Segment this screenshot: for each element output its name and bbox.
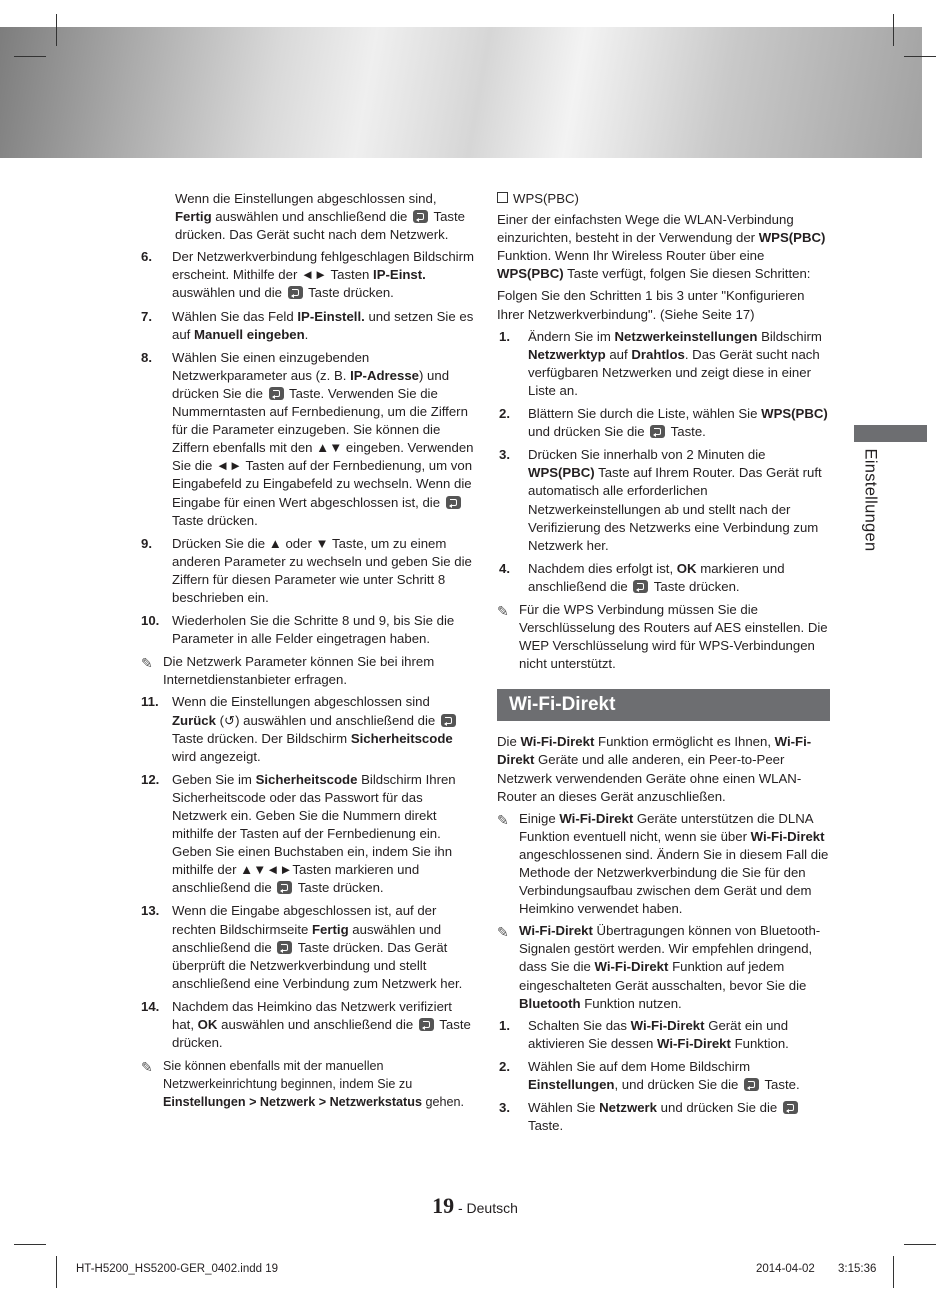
footer-file: HT-H5200_HS5200-GER_0402.indd 19 (76, 1263, 279, 1275)
step-text (519, 602, 828, 671)
wifi-step-list (497, 810, 830, 1136)
step-item (141, 535, 476, 607)
step-item (141, 349, 476, 530)
pencil-note-icon: ✎ (141, 1059, 153, 1076)
note (497, 922, 830, 1012)
step-item (141, 248, 476, 302)
step-text (172, 772, 456, 896)
crop-mark (904, 56, 936, 57)
text-run: Folgen Sie den Schritten 1 bis 3 unter "Konfigurieren Ihrer Netzwerkverbindung". (Siehe Seite 17) (497, 288, 805, 322)
text-run: Taste drücken. Der Bildschirm (172, 730, 351, 746)
crop-mark (904, 1244, 936, 1245)
text-run: auswählen und anschließend die (172, 921, 442, 955)
step-number: 2. (499, 406, 510, 422)
text-run: . (304, 326, 309, 342)
wps-heading: WPS(PBC) (497, 190, 830, 208)
bold-term: Wi-Fi-Direkt (520, 734, 595, 750)
step-text (519, 923, 820, 1010)
text-run: Wenn die Eingabe abgeschlossen ist, auf der rechten Bildschirmseite (172, 903, 437, 937)
bold-term: Drahtlos (631, 346, 685, 362)
bold-term: OK (197, 1017, 218, 1033)
enter-button-icon (783, 1101, 798, 1114)
note (141, 653, 476, 689)
step-text (172, 999, 471, 1050)
text-run: wird angezeigt. (172, 748, 261, 764)
text-run: Funktion auf jedem eingeschalteten Gerät ausschalten, bevor Sie die (519, 959, 807, 993)
text-run: Taste. (528, 1118, 564, 1134)
text-run: Bildschirm Ihren Sicherheitscode oder das Passwort für das Netzwerk ein. Geben Sie die Nummern direkt mithilfe der Tasten auf der Fernbedienung ein. Geben Sie einen Buchstaben ein, indem Sie ihn mithilfe der ▲▼◄►Tasten markieren und anschließend die (172, 771, 456, 896)
footer-time: 3:15:36 (838, 1263, 877, 1275)
text-run: Die Netzwerk Parameter können Sie bei ihrem Internetdienstanbieter erfragen. (163, 654, 435, 688)
enter-button-icon (446, 496, 461, 509)
crop-mark (56, 1256, 57, 1288)
text-run: Funktion ermöglicht es Ihnen, (594, 734, 775, 750)
text-run: angeschlossenen sind. Ändern Sie in diesem Fall die Methode der Netzwerkverbindung die Sie für den Verbindungsaufbau zwischen dem Gerät und dem Heimkino verwendet haben. (519, 846, 829, 917)
step-text (528, 329, 822, 398)
enter-button-icon (288, 286, 303, 299)
bold-term: Wi-Fi-Direkt (750, 828, 825, 844)
bold-term: WPS(PBC) (761, 406, 828, 422)
bold-term: Netzwerktyp (528, 346, 606, 362)
step-number: 3. (499, 1100, 510, 1116)
step-text (172, 249, 474, 300)
step-item (497, 560, 830, 596)
step-text (172, 613, 454, 646)
text-run: Ändern Sie im (528, 328, 615, 344)
step-item (141, 998, 476, 1052)
text-run: Einige (519, 810, 560, 826)
text-run: Taste auf Ihrem Router. Das Gerät ruft automatisch alle erforderlichen Netzwerkeinstellungen ab und stellt nach der Verifizierung des Netzwerks eine Verbindung zum Netzwerk her. (528, 465, 822, 553)
wps-paragraphs (497, 211, 830, 324)
enter-button-icon (633, 580, 648, 593)
enter-button-icon (441, 714, 456, 727)
step-item (497, 1017, 830, 1053)
text-run: Taste. (667, 424, 706, 440)
text-run: und drücken Sie die (528, 424, 649, 440)
pencil-note-icon: ✎ (497, 811, 509, 828)
step-text (163, 654, 434, 687)
text-run: markieren und anschließend die (528, 560, 785, 594)
step-item (141, 771, 476, 898)
enter-button-icon (269, 387, 284, 400)
bold-term: Manuell eingeben (194, 326, 305, 342)
enter-button-icon (419, 1018, 434, 1031)
step-number: 2. (499, 1058, 510, 1074)
text-run: Bildschirm (757, 328, 822, 344)
text-run: Funktion. Wenn Ihr Wireless Router über eine (497, 248, 765, 264)
text-run: Die (497, 734, 521, 750)
step-number: 1. (499, 1017, 510, 1033)
page-number: 19 - Deutsch (432, 1193, 518, 1218)
text-run: Nachdem das Heimkino das Netzwerk verifiziert hat, (172, 998, 452, 1033)
bold-term: Fertig (312, 921, 349, 937)
text-run: auswählen und anschließend die (211, 209, 412, 225)
step-text (528, 1100, 800, 1133)
text-run: Geräte unterstützen die DLNA Funktion eventuell nicht, wenn sie über (519, 810, 813, 844)
step-item (497, 1058, 830, 1094)
bold-term: IP-Einst. (373, 267, 426, 283)
text-run: Wählen Sie das Feld (172, 308, 298, 324)
step-item (141, 612, 476, 648)
text-run: Sie können ebenfalls mit der manuellen Netzwerkeinrichtung beginnen, indem Sie zu (163, 1059, 413, 1092)
bold-term: Wi-Fi-Direkt (559, 810, 634, 826)
wifi-intro (497, 733, 830, 805)
step-item (141, 902, 476, 992)
bold-term: OK (676, 560, 697, 576)
bold-term: Netzwerkeinstellungen (614, 328, 758, 344)
step-number: 14. (141, 998, 160, 1014)
step-text (528, 406, 828, 439)
crop-mark (56, 14, 57, 46)
left-column (141, 190, 476, 1116)
text-run: Taste. (761, 1077, 800, 1093)
note (141, 1057, 476, 1111)
side-tab-label: Einstellungen (861, 448, 880, 552)
step-item (141, 693, 476, 765)
note (497, 601, 830, 673)
enter-button-icon (413, 210, 428, 223)
text-run: Wählen Sie einen einzugebenden Netzwerkparameter aus (z. B. (172, 349, 370, 383)
text-run: Blättern Sie durch die Liste, wählen Sie (528, 406, 762, 422)
step-text (172, 536, 472, 605)
text-run: Übertragungen können von Bluetooth-Signalen gestört werden. Wir empfehlen dringend, dass Sie die (519, 923, 821, 975)
bold-term: WPS(PBC) (497, 266, 564, 282)
intro-paragraph (141, 190, 476, 244)
step-number: 12. (141, 771, 160, 787)
text-run: . Das Gerät sucht nach verfügbaren Netzwerken und zeigt diese in einer Liste an. (528, 346, 820, 398)
text-run: auswählen und anschließend die (217, 1017, 417, 1033)
text-run: Nachdem dies erfolgt ist, (528, 560, 677, 576)
enter-button-icon (277, 881, 292, 894)
text-run: Der Netzwerkverbindung fehlgeschlagen Bildschirm erscheint. Mithilfe der ◄► Tasten (172, 249, 474, 283)
pencil-note-icon: ✎ (497, 924, 509, 941)
step-text (528, 1018, 789, 1051)
text-run: Wählen Sie (528, 1100, 600, 1116)
step-text (528, 1059, 800, 1092)
bold-term: IP-Einstell. (297, 308, 365, 324)
step-text (172, 350, 474, 528)
bold-term: IP-Adresse (350, 367, 419, 383)
crop-mark (14, 1244, 46, 1245)
step-text (172, 903, 462, 990)
right-column (497, 190, 830, 1140)
wps-step-list (497, 328, 830, 674)
header-band (0, 27, 922, 158)
pencil-note-icon: ✎ (497, 602, 509, 619)
text-run: und drücken Sie die (657, 1100, 781, 1116)
step-number: 7. (141, 308, 152, 324)
text-run: Für die WPS Verbindung müssen Sie die Verschlüsselung des Routers auf AES einstellen. Die WEP Verschlüsselung wird für WPS-Verbindungen nicht unterstützt. (519, 601, 828, 672)
paragraph (497, 211, 830, 283)
step-number: 1. (499, 328, 510, 344)
step-text (528, 561, 785, 594)
text-run: Taste drücken. (304, 285, 394, 301)
bold-term: WPS(PBC) (758, 230, 826, 246)
text-run: (↺) auswählen und anschließend die (215, 712, 439, 728)
bold-term: Zurück (172, 712, 216, 728)
text-run: Taste drücken. Das Gerät sucht nach dem Netzwerk. (175, 209, 466, 243)
left-step-list (141, 248, 476, 1111)
crop-mark (893, 1256, 894, 1288)
bold-term: Bluetooth (519, 995, 581, 1011)
step-number: 6. (141, 249, 152, 265)
text-run: auf (605, 346, 632, 362)
paragraph (497, 287, 830, 323)
text-run: und setzen Sie es auf (172, 308, 474, 342)
enter-button-icon (650, 425, 665, 438)
step-item (497, 1099, 830, 1135)
step-item (497, 446, 830, 555)
enter-button-icon (744, 1078, 759, 1091)
text-run: , und drücken Sie die (614, 1077, 743, 1093)
note (497, 810, 830, 919)
text-run: Wählen Sie auf dem Home Bildschirm (528, 1058, 751, 1074)
bold-term: Einstellungen (528, 1077, 615, 1093)
step-number: 11. (141, 694, 159, 710)
step-number: 10. (141, 613, 160, 629)
text-run: Drücken Sie die ▲ oder ▼ Taste, um zu einem anderen Parameter zu wechseln und geben Sie die Ziffern für diesen Parameter wie unter Schritt 8 beschrieben ein. (172, 535, 472, 605)
pencil-note-icon: ✎ (141, 655, 153, 672)
text-run: Funktion. (730, 1035, 789, 1051)
text-run: Taste drücken. (172, 1017, 471, 1051)
text-run: Drücken Sie innerhalb von 2 Minuten die (528, 447, 766, 463)
bold-term: Einstellungen > Netzwerk > Netzwerkstatus (163, 1095, 422, 1110)
text-run: gehen. (421, 1095, 464, 1110)
text-run: Taste. Verwenden Sie die Nummerntasten auf Fernbedienung, um die Ziffern für die Parameter einzugeben. Sie können die Ziffern ebenfalls mit den ▲▼ eingeben. Verwenden Sie die ◄► Tasten auf der Fernbedienung, um von Eingabefeld zu Eingabefeld zu wechseln. Wenn die Eingabe für einen Wert abgeschlossen ist, die (172, 385, 474, 510)
step-number: 4. (499, 560, 510, 576)
step-number: 9. (141, 535, 152, 551)
bold-term: Wi-Fi-Direkt (497, 734, 812, 768)
bold-term: Wi-Fi-Direkt (519, 923, 593, 939)
step-item (141, 308, 476, 344)
text-run: Wenn die Einstellungen abgeschlossen sind (172, 694, 430, 710)
text-run: Taste drücken. (650, 578, 740, 594)
step-text (163, 1059, 464, 1109)
step-text (172, 694, 458, 763)
checkbox-icon (497, 192, 508, 203)
text-run: Taste drücken. (294, 880, 384, 896)
text-run: Wenn die Einstellungen abgeschlossen sind, (175, 191, 437, 206)
bold-term: Fertig (175, 209, 212, 225)
section-title-wifi-direkt: Wi-Fi-Direkt (497, 689, 830, 721)
crop-mark (14, 56, 46, 57)
text-run: Taste verfügt, folgen Sie diesen Schritten: (563, 266, 811, 282)
bold-term: Sicherheitscode (350, 730, 453, 746)
text-run: Geräte und alle anderen, ein Peer-to-Peer Netzwerk verwendenden Geräte ohne einen WLAN-Router an dieses Gerät anzuschließen. (497, 752, 802, 804)
text-run: Geben Sie im (172, 771, 256, 787)
bold-term: Wi-Fi-Direkt (594, 959, 669, 975)
step-number: 3. (499, 447, 510, 463)
text-run: auswählen und die (172, 285, 286, 301)
bold-term: Sicherheitscode (255, 771, 358, 787)
bold-term: Wi-Fi-Direkt (657, 1035, 731, 1051)
text-run: Einer der einfachsten Wege die WLAN-Verbindung einzurichten, besteht in der Verwendung der (497, 212, 794, 246)
text-run: Wiederholen Sie die Schritte 8 und 9, bis Sie die Parameter in alle Felder eingetragen haben. (172, 613, 455, 647)
step-number: 13. (141, 903, 160, 919)
bold-term: Wi-Fi-Direkt (630, 1017, 705, 1033)
enter-button-icon (277, 941, 292, 954)
text-run: ) und drücken Sie die (172, 367, 450, 401)
crop-mark (893, 14, 894, 46)
text-run: Gerät ein und aktivieren Sie dessen (528, 1017, 789, 1051)
step-item (497, 328, 830, 400)
step-text (519, 811, 828, 916)
bold-term: WPS(PBC) (528, 465, 595, 481)
side-tab-marker (854, 425, 927, 442)
step-item (497, 405, 830, 441)
text-run: Taste drücken. Das Gerät überprüft die Netzwerkverbindung und stellt anschließend eine Verbindung zum Netzwerk her. (172, 939, 463, 991)
step-text (172, 309, 473, 342)
text-run: Funktion nutzen. (580, 995, 682, 1011)
text-run: Schalten Sie das (528, 1017, 631, 1033)
step-number: 8. (141, 349, 152, 365)
footer-date: 2014-04-02 (756, 1263, 815, 1275)
bold-term: Netzwerk (599, 1100, 658, 1116)
step-text (528, 447, 822, 552)
text-run: Taste drücken. (172, 512, 258, 528)
